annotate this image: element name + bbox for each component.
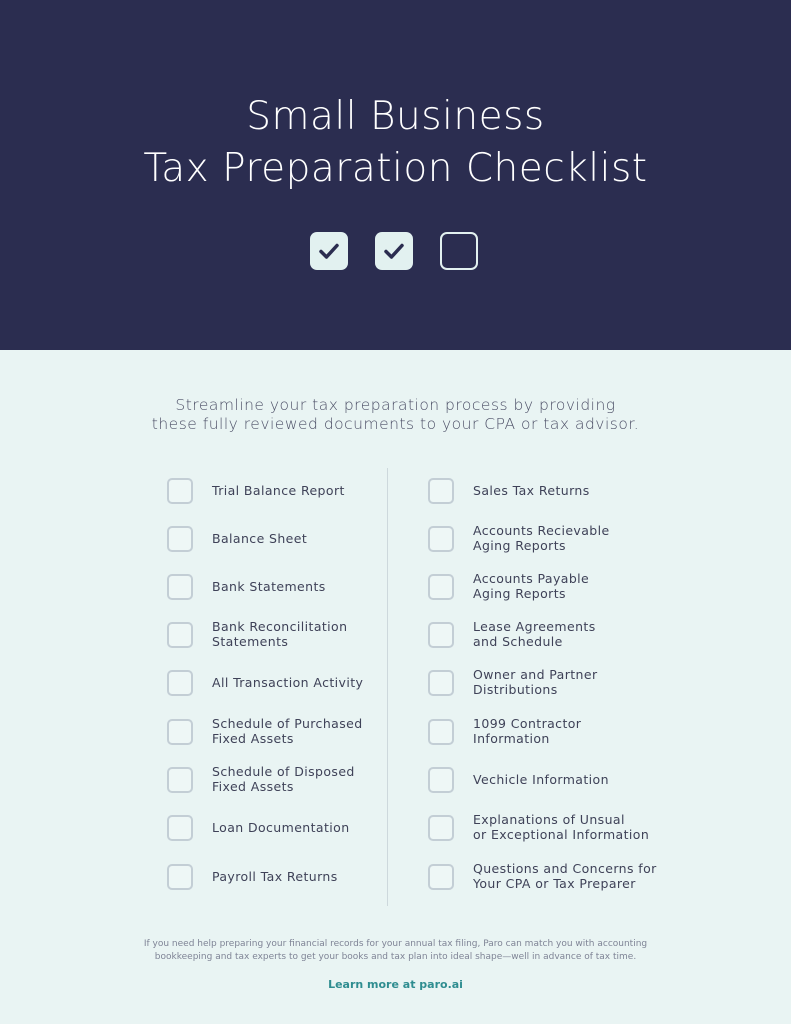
- checklist-item-label-line: Loan Documentation: [212, 820, 350, 835]
- checkbox[interactable]: [428, 864, 454, 890]
- checklist-item-label: [473, 523, 610, 553]
- checklist-item-label-line: Vechicle Information: [473, 772, 609, 787]
- checklist-item-label: [212, 716, 363, 746]
- checklist-item-label-line: Bank Statements: [212, 579, 326, 594]
- checklist-item-label-line: Accounts Recievable: [473, 523, 610, 538]
- checkbox[interactable]: [428, 478, 454, 504]
- checkbox[interactable]: [428, 574, 454, 600]
- checkbox[interactable]: [167, 574, 193, 600]
- column-divider: [387, 468, 388, 906]
- checklist-item-label-line: Distributions: [473, 682, 558, 697]
- checkbox[interactable]: [428, 719, 454, 745]
- checkbox[interactable]: [428, 767, 454, 793]
- header-checkbox-empty: [440, 232, 478, 270]
- checkbox[interactable]: [167, 478, 193, 504]
- checklist-item-label-line: Questions and Concerns for: [473, 861, 657, 876]
- checkbox[interactable]: [428, 815, 454, 841]
- checklist-item-label: [473, 571, 589, 601]
- checklist-item-label-line: Aging Reports: [473, 538, 566, 553]
- checklist-item-label-line: Statements: [212, 634, 289, 649]
- header-banner: [0, 0, 791, 350]
- learn-more-link[interactable]: Learn more at paro.ai: [328, 978, 463, 991]
- checkbox[interactable]: [428, 670, 454, 696]
- checklist-item-label-line: Accounts Payable: [473, 571, 590, 586]
- header-checkbox-checked: [310, 232, 348, 270]
- checklist-item-label-line: Fixed Assets: [212, 731, 294, 746]
- checklist-item-label: [473, 772, 609, 787]
- page-title-line2: Tax Preparation Checklist: [143, 146, 648, 191]
- checklist-item-label: [212, 675, 363, 690]
- checklist-item-label-line: 1099 Contractor: [473, 716, 582, 731]
- checkbox[interactable]: [428, 622, 454, 648]
- header-checkbox-checked: [375, 232, 413, 270]
- checklist-item-label: [212, 820, 350, 835]
- checklist-item-label: [473, 861, 657, 891]
- checkbox[interactable]: [167, 622, 193, 648]
- footer-note-line1: If you need help preparing your financial records for your annual tax filing, Paro can match you with accounting: [143, 939, 648, 949]
- checklist-item-label-line: Aging Reports: [473, 586, 566, 601]
- checklist-item-label-line: Bank Reconcilitation: [212, 619, 348, 634]
- checklist-item-label: [212, 869, 338, 884]
- checklist-item-label-line: Balance Sheet: [212, 531, 308, 546]
- checklist-item-label-line: and Schedule: [473, 634, 563, 649]
- checklist-item-label: [473, 812, 649, 842]
- checklist-item-label-line: Your CPA or Tax Preparer: [473, 876, 636, 891]
- footer-note-line2: bookkeeping and tax experts to get your books and tax plan into ideal shape—well in advance of tax time.: [154, 952, 637, 962]
- checklist-item-label-line: Payroll Tax Returns: [212, 869, 338, 884]
- checkmark-icon: [310, 232, 348, 270]
- checkbox[interactable]: [167, 526, 193, 552]
- checklist-item-label: [212, 531, 307, 546]
- checklist-item-label: [212, 483, 345, 498]
- checkbox[interactable]: [167, 767, 193, 793]
- checklist-item-label: [473, 619, 596, 649]
- checkbox[interactable]: [167, 815, 193, 841]
- checklist-item-label-line: or Exceptional Information: [473, 827, 650, 842]
- intro-text-line1: Streamline your tax preparation process by providing: [175, 396, 616, 414]
- checklist-item-label: [212, 579, 326, 594]
- checklist-item-label: [473, 667, 598, 697]
- checklist-item-label-line: Owner and Partner: [473, 667, 598, 682]
- checklist-item-label-line: Lease Agreements: [473, 619, 596, 634]
- checkbox[interactable]: [167, 719, 193, 745]
- checklist-item-label-line: Information: [473, 731, 550, 746]
- checklist-item-label: [212, 764, 355, 794]
- checklist-item-label: [212, 619, 347, 649]
- checklist-item-label: [473, 716, 581, 746]
- checklist-item-label-line: Explanations of Unsual: [473, 812, 625, 827]
- checkmark-icon: [375, 232, 413, 270]
- checkbox[interactable]: [167, 670, 193, 696]
- checklist-item-label-line: Trial Balance Report: [212, 483, 345, 498]
- checklist-item-label-line: Schedule of Disposed: [212, 764, 355, 779]
- checklist-item-label-line: All Transaction Activity: [212, 675, 364, 690]
- checklist-item-label: [473, 483, 590, 498]
- checkbox[interactable]: [428, 526, 454, 552]
- checklist-item-label-line: Fixed Assets: [212, 779, 294, 794]
- checkbox[interactable]: [167, 864, 193, 890]
- page-title-line1: Small Business: [246, 94, 545, 139]
- checklist-item-label-line: Schedule of Purchased: [212, 716, 363, 731]
- checklist-item-label-line: Sales Tax Returns: [473, 483, 590, 498]
- intro-text-line2: these fully reviewed documents to your CPA or tax advisor.: [151, 415, 640, 433]
